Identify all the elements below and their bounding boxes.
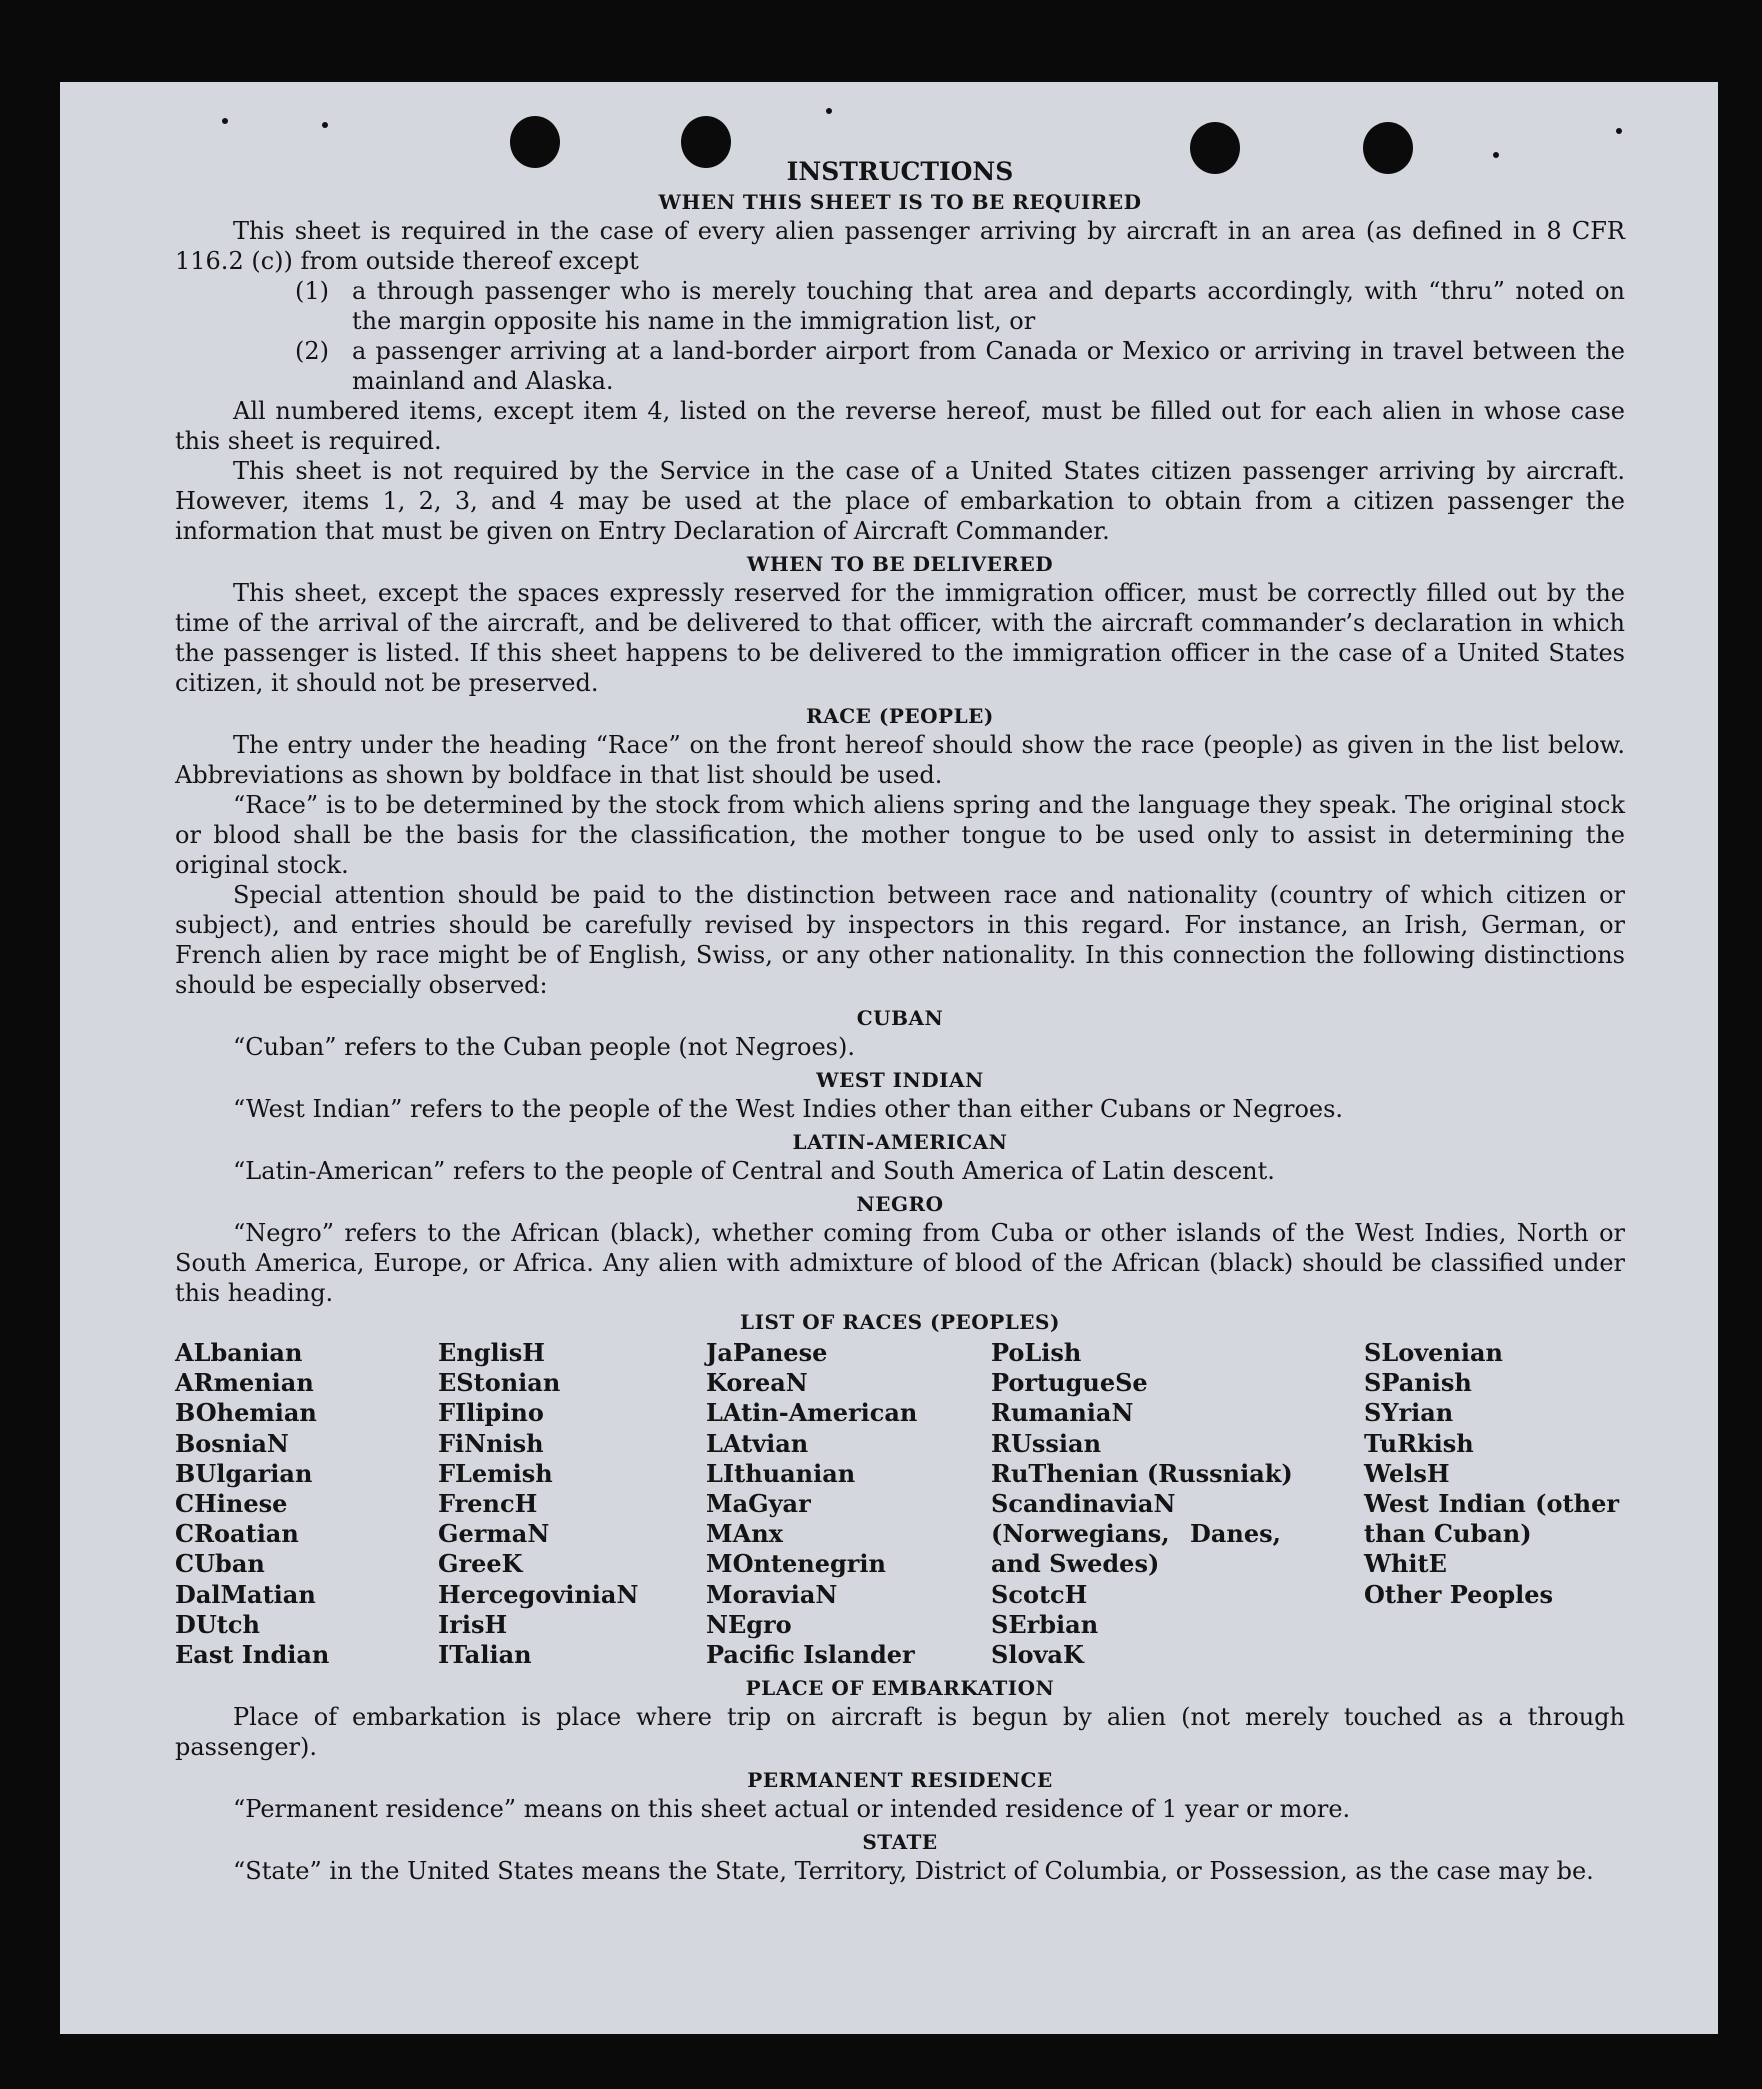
race-entry: RuThenian (Russniak): [991, 1458, 1293, 1488]
race-entry: DUtch: [175, 1609, 260, 1639]
page-title: INSTRUCTIONS: [786, 157, 1014, 186]
race-entry: ALbanian: [175, 1338, 303, 1367]
race-entry: FIlipino: [438, 1398, 544, 1428]
race-entry: SPanish: [1364, 1368, 1472, 1398]
race-entry: BosniaN: [175, 1428, 289, 1458]
heading-latin-american: LATIN-AMERICAN: [792, 1130, 1008, 1154]
race-entry: ScandinaviaN (Norwegians, Danes, and Swedes): [991, 1489, 1281, 1579]
race-paragraph-1: The entry under the heading “Race” on the front hereof should show the race (people) as given in the list below. Abbreviations as shown by boldface in that list should be used.: [175, 731, 1625, 789]
exception-item-2: [175, 336, 1625, 396]
race-column-2: [438, 1338, 706, 1670]
race-paragraph-3: Special attention should be paid to the distinction between race and nationality (country of which citizen or subject), and entries should be carefully revised by inspectors in this regard. For instance, an Irish, German, or French alien by race might be of English, Swiss, or any other nationality. In this connection the following distinctions should be especially observed:: [175, 881, 1625, 999]
heading-negro: NEGRO: [856, 1192, 944, 1216]
race-entry: HercegoviniaN: [438, 1579, 639, 1609]
exception-item-number: (1): [295, 277, 329, 305]
exception-item-1: [175, 276, 1625, 336]
race-entry: West Indian (other than Cuban): [1364, 1489, 1619, 1549]
race-entry: KoreaN: [706, 1368, 808, 1398]
race-column-5: [1364, 1338, 1625, 1670]
race-column-1: [175, 1338, 438, 1670]
race-entry: MaGyar: [706, 1489, 811, 1519]
heading-west-indian: WEST INDIAN: [816, 1068, 984, 1092]
latin-american-definition: “Latin-American” refers to the people of Central and South America of Latin descent.: [233, 1157, 1275, 1185]
when-required-paragraph-1: This sheet is required in the case of every alien passenger arriving by aircraft in an area (as defined in 8 CFR 116.2 (c)) from outside thereof except: [175, 217, 1625, 275]
race-entry: WhitE: [1364, 1549, 1447, 1579]
race-entry: LIthuanian: [706, 1458, 856, 1488]
race-entry: MOntenegrin: [706, 1549, 886, 1579]
race-entry: LAtin-American: [706, 1398, 918, 1428]
exception-item-number: (2): [295, 337, 329, 365]
race-paragraph-2: “Race” is to be determined by the stock from which aliens spring and the language they speak. The original stock or blood shall be the basis for the classification, the mother tongue to be used only to assist in determining the original stock.: [175, 791, 1625, 879]
race-column-3: [706, 1338, 991, 1670]
race-entry: FiNnish: [438, 1428, 544, 1458]
race-entry: PortugueSe: [991, 1368, 1148, 1398]
race-entry: LAtvian: [706, 1428, 809, 1458]
race-entry: ScotcH: [991, 1579, 1088, 1609]
speck-mark: [322, 122, 328, 128]
race-entry: WelsH: [1364, 1458, 1450, 1488]
race-entry: MAnx: [706, 1519, 783, 1549]
embarkation-definition: Place of embarkation is place where trip on aircraft is begun by alien (not merely touched as a through passenger).: [175, 1703, 1625, 1762]
heading-place-of-embarkation: PLACE OF EMBARKATION: [745, 1676, 1055, 1701]
race-entry: ITalian: [438, 1640, 532, 1670]
race-entry: TuRkish: [1364, 1428, 1474, 1458]
race-entry: CHinese: [175, 1489, 288, 1519]
race-entry: RUssian: [991, 1428, 1102, 1458]
west-indian-definition: “West Indian” refers to the people of the West Indies other than either Cubans or Negroes.: [233, 1095, 1344, 1123]
state-definition: “State” in the United States means the State, Territory, District of Columbia, or Possession, as the case may be.: [233, 1857, 1594, 1886]
race-entry: Other Peoples: [1364, 1579, 1554, 1609]
heading-when-delivered: WHEN TO BE DELIVERED: [746, 552, 1054, 576]
speck-mark: [222, 118, 228, 124]
race-entry: EnglisH: [438, 1338, 545, 1367]
race-entry: SYrian: [1364, 1398, 1454, 1428]
exception-item-text: a through passenger who is merely touching that area and departs accordingly, with “thru” noted on the margin opposite his name in the immigration list, or: [352, 277, 1625, 335]
race-entry: MoraviaN: [706, 1579, 838, 1609]
race-entry: SlovaK: [991, 1640, 1084, 1670]
instructions-content: [175, 156, 1625, 1886]
race-list: [175, 1338, 1625, 1670]
heading-race: RACE (PEOPLE): [806, 704, 994, 728]
when-delivered-paragraph: This sheet, except the spaces expressly reserved for the immigration officer, must be correctly filled out by the time of the arrival of the aircraft, and be delivered to that officer, with the aircraft commander’s declaration in which the passenger is listed. If this sheet happens to be delivered to the immigration officer in the case of a United States citizen, it should not be preserved.: [175, 579, 1625, 697]
race-entry: Pacific Islander: [706, 1640, 915, 1670]
cuban-definition: “Cuban” refers to the Cuban people (not Negroes).: [233, 1033, 855, 1061]
race-entry: FrencH: [438, 1489, 538, 1519]
heading-when-required: WHEN THIS SHEET IS TO BE REQUIRED: [658, 190, 1142, 214]
race-entry: GermaN: [438, 1519, 550, 1549]
race-entry: East Indian: [175, 1640, 330, 1670]
when-required-paragraph-3: This sheet is not required by the Service in the case of a United States citizen passenger arriving by aircraft. However, items 1, 2, 3, and 4 may be used at the place of embarkation to obtain from a citizen passenger the information that must be given on Entry Declaration of Aircraft Commander.: [175, 457, 1625, 545]
race-entry: CRoatian: [175, 1519, 299, 1549]
speck-mark: [1616, 128, 1622, 134]
race-entry: PoLish: [991, 1338, 1082, 1367]
race-entry: ARmenian: [175, 1368, 314, 1398]
race-entry: EStonian: [438, 1368, 561, 1398]
race-entry: CUban: [175, 1549, 265, 1579]
heading-permanent-residence: PERMANENT RESIDENCE: [747, 1768, 1053, 1793]
race-entry: SLovenian: [1364, 1338, 1503, 1367]
race-column-4: [991, 1338, 1364, 1670]
race-entry: NEgro: [706, 1609, 792, 1639]
race-entry: GreeK: [438, 1549, 523, 1579]
heading-cuban: CUBAN: [856, 1006, 944, 1030]
heading-list-of-races: LIST OF RACES (PEOPLES): [740, 1310, 1060, 1334]
race-entry: FLemish: [438, 1458, 553, 1488]
race-entry: BUlgarian: [175, 1458, 313, 1488]
race-entry: JaPanese: [706, 1338, 828, 1367]
race-entry: RumaniaN: [991, 1398, 1134, 1428]
race-entry: IrisH: [438, 1609, 508, 1639]
residence-definition: “Permanent residence” means on this sheet actual or intended residence of 1 year or more.: [233, 1795, 1351, 1824]
race-entry: SErbian: [991, 1609, 1099, 1639]
heading-state: STATE: [862, 1830, 938, 1855]
race-entry: DalMatian: [175, 1579, 316, 1609]
exception-item-text: a passenger arriving at a land-border airport from Canada or Mexico or arriving in travel between the mainland and Alaska.: [352, 337, 1625, 395]
negro-definition: “Negro” refers to the African (black), whether coming from Cuba or other islands of the West Indies, North or South America, Europe, or Africa. Any alien with admixture of blood of the African (black) should be classified under this heading.: [175, 1219, 1625, 1307]
speck-mark: [826, 108, 832, 114]
race-entry: BOhemian: [175, 1398, 317, 1428]
when-required-paragraph-2: All numbered items, except item 4, listed on the reverse hereof, must be filled out for each alien in whose case this sheet is required.: [175, 397, 1625, 455]
document-sheet: [60, 82, 1718, 2034]
